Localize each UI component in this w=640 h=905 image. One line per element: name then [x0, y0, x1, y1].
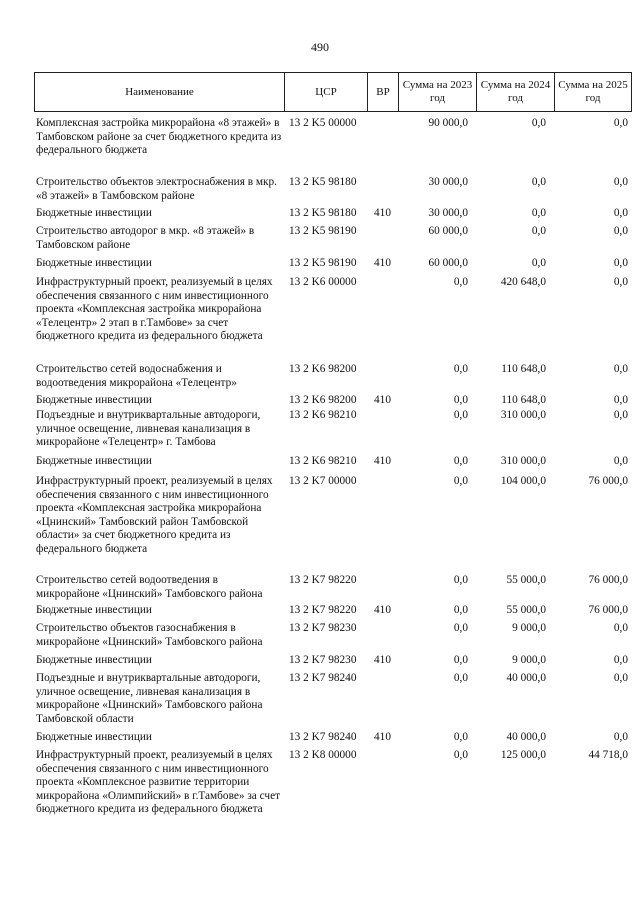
row-sum-2024: 40 000,0 [506, 672, 546, 684]
row-sum-2024: 110 648,0 [501, 394, 546, 406]
row-sum-2023: 0,0 [453, 654, 468, 666]
row-vr [367, 475, 398, 557]
row-sum-2023: 0,0 [453, 604, 468, 616]
row-sum-2023: 60 000,0 [428, 257, 468, 269]
row-name: Строительство объектов электроснабжения в мкр. «8 этажей» в Тамбовском районе [36, 176, 278, 202]
row-csr: 13 2 K6 98200 [289, 363, 357, 375]
header-sum-2024: Сумма на 2024 год [477, 73, 555, 111]
row-csr: 13 2 K7 98240 [289, 672, 357, 684]
row-sum-2023: 0,0 [453, 749, 468, 761]
table-row [34, 749, 632, 817]
row-sum-2023: 30 000,0 [428, 207, 468, 219]
row-sum-2025: 44 718,0 [588, 749, 628, 761]
row-sum-2024: 0,0 [531, 225, 546, 237]
row-name: Подъездные и внутриквартальные автодороги, уличное освещение, ливневая канализация в микрорайоне «Цнинский» Тамбовского района Тамбовской области [36, 672, 263, 725]
row-sum-2025: 0,0 [613, 117, 628, 129]
header-sum-2025: Сумма на 2025 год [558, 79, 628, 104]
row-csr: 13 2 K5 98190 [289, 257, 357, 269]
row-csr: 13 2 K7 98220 [289, 604, 357, 616]
row-sum-2025: 0,0 [613, 176, 628, 188]
row-sum-2025: 76 000,0 [588, 574, 628, 586]
row-vr [367, 363, 398, 390]
row-sum-2025: 0,0 [613, 672, 628, 684]
row-name: Бюджетные инвестиции [36, 394, 152, 406]
table-row [34, 475, 632, 557]
row-sum-2023: 0,0 [453, 394, 468, 406]
header-sum-2023: Сумма на 2023 год [399, 73, 477, 111]
row-name: Строительство объектов газоснабжения в микрорайоне «Цнинский» Тамбовского района [36, 622, 263, 648]
table-row [34, 455, 632, 469]
row-csr: 13 2 K7 98230 [289, 654, 357, 666]
row-sum-2023: 0,0 [453, 409, 468, 421]
row-sum-2025: 0,0 [613, 394, 628, 406]
row-csr: 13 2 K6 98200 [289, 394, 357, 406]
row-sum-2025: 0,0 [613, 225, 628, 237]
row-vr: 410 [374, 604, 391, 616]
row-name: Инфраструктурный проект, реализуемый в целях обеспечения связанного с ним инвестиционного проекта «Комплексное развитие территории микрорайона «Олимпийский» в г.Тамбове» за счет бюджетного кредита из федерального бюджета [36, 749, 281, 816]
table-row [34, 574, 632, 601]
row-sum-2023: 0,0 [453, 455, 468, 467]
row-csr: 13 2 K7 98230 [289, 622, 357, 634]
row-name: Бюджетные инвестиции [36, 257, 152, 269]
row-sum-2025: 0,0 [613, 363, 628, 375]
row-vr [367, 672, 398, 726]
row-csr: 13 2 K6 98210 [289, 409, 357, 421]
table-row [34, 207, 632, 221]
row-sum-2023: 90 000,0 [428, 117, 468, 129]
row-sum-2024: 0,0 [531, 176, 546, 188]
row-name: Инфраструктурный проект, реализуемый в целях обеспечения связанного с ним инвестиционного проекта «Комплексная застройка микрорайона «Цнинский» Тамбовский район Тамбовской области» за счет бюджетного кредита из федерального бюджета [36, 475, 273, 555]
row-sum-2025: 76 000,0 [588, 475, 628, 487]
table-row [34, 276, 632, 344]
row-sum-2023: 0,0 [453, 276, 468, 288]
row-csr: 13 2 K6 00000 [289, 276, 357, 288]
row-sum-2024: 9 000,0 [512, 654, 546, 666]
table-row [34, 363, 632, 390]
row-csr: 13 2 K5 00000 [289, 117, 357, 129]
table-row [34, 257, 632, 271]
row-vr [367, 409, 398, 450]
row-sum-2023: 60 000,0 [428, 225, 468, 237]
row-sum-2024: 40 000,0 [506, 731, 546, 743]
row-vr [367, 276, 398, 344]
row-name: Строительство сетей водоснабжения и водоотведения микрорайона «Телецентр» [36, 363, 237, 389]
row-vr [367, 622, 398, 649]
row-name: Бюджетные инвестиции [36, 731, 152, 743]
row-sum-2024: 55 000,0 [506, 604, 546, 616]
table-row [34, 672, 632, 726]
row-name: Строительство автодорог в мкр. «8 этажей» в Тамбовском районе [36, 225, 255, 251]
row-sum-2023: 0,0 [453, 672, 468, 684]
row-sum-2024: 0,0 [531, 117, 546, 129]
row-sum-2025: 0,0 [613, 455, 628, 467]
row-sum-2025: 0,0 [613, 276, 628, 288]
row-vr [367, 749, 398, 817]
row-sum-2024: 104 000,0 [500, 475, 546, 487]
row-vr: 410 [374, 257, 391, 269]
row-name: Бюджетные инвестиции [36, 654, 152, 666]
row-vr [367, 225, 398, 252]
row-sum-2025: 0,0 [613, 654, 628, 666]
row-sum-2024: 9 000,0 [512, 622, 546, 634]
row-sum-2025: 0,0 [613, 207, 628, 219]
row-sum-2024: 110 648,0 [501, 363, 546, 375]
row-vr [367, 117, 398, 158]
row-name: Комплексная застройка микрорайона «8 этажей» в Тамбовском районе за счет бюджетного кредита из федерального бюджета [36, 117, 282, 157]
row-name: Бюджетные инвестиции [36, 604, 152, 616]
row-name: Бюджетные инвестиции [36, 207, 152, 219]
header-name: Наименование [35, 73, 285, 111]
header-vr: ВР [368, 73, 399, 111]
row-name: Бюджетные инвестиции [36, 455, 152, 467]
header-csr: ЦСР [285, 73, 368, 111]
row-vr: 410 [374, 455, 391, 467]
row-sum-2023: 0,0 [453, 574, 468, 586]
row-sum-2024: 125 000,0 [500, 749, 546, 761]
row-sum-2025: 76 000,0 [588, 604, 628, 616]
row-csr: 13 2 K5 98190 [289, 225, 357, 237]
row-csr: 13 2 K5 98180 [289, 207, 357, 219]
row-sum-2025: 0,0 [613, 409, 628, 421]
row-sum-2023: 0,0 [453, 475, 468, 487]
row-csr: 13 2 K5 98180 [289, 176, 357, 188]
row-csr: 13 2 K6 98210 [289, 455, 357, 467]
row-sum-2023: 0,0 [453, 622, 468, 634]
row-sum-2023: 30 000,0 [428, 176, 468, 188]
table-row [34, 622, 632, 649]
row-sum-2024: 0,0 [531, 207, 546, 219]
row-csr: 13 2 K7 98220 [289, 574, 357, 586]
row-vr: 410 [374, 731, 391, 743]
row-sum-2023: 0,0 [453, 363, 468, 375]
table-row [34, 225, 632, 252]
table-row [34, 117, 632, 158]
row-vr: 410 [374, 207, 391, 219]
row-name: Инфраструктурный проект, реализуемый в целях обеспечения связанного с ним инвестиционного проекта «Комплексная застройка микрорайона «Телецентр» 2 этап в г.Тамбове» за счет бюджетного кредита из федерального бюджета [36, 276, 273, 343]
row-sum-2024: 55 000,0 [506, 574, 546, 586]
table-row [34, 731, 632, 745]
row-sum-2024: 420 648,0 [500, 276, 546, 288]
row-sum-2024: 0,0 [531, 257, 546, 269]
row-sum-2024: 310 000,0 [500, 409, 546, 421]
table-row [34, 394, 632, 408]
table-row [34, 604, 632, 618]
table-header [34, 72, 632, 112]
row-sum-2025: 0,0 [613, 731, 628, 743]
table-row [34, 176, 632, 203]
page-number: 490 [311, 40, 329, 54]
row-name: Строительство сетей водоотведения в микрорайоне «Цнинский» Тамбовского района [36, 574, 263, 600]
row-vr [367, 574, 398, 601]
row-csr: 13 2 K8 00000 [289, 749, 357, 761]
row-name: Подъездные и внутриквартальные автодороги, уличное освещение, ливневая канализация в микрорайоне «Телецентр» г. Тамбова [36, 409, 261, 449]
row-vr [367, 176, 398, 203]
row-csr: 13 2 K7 98240 [289, 731, 357, 743]
row-sum-2024: 310 000,0 [500, 455, 546, 467]
row-csr: 13 2 K7 00000 [289, 475, 357, 487]
table-row [34, 409, 632, 450]
row-vr: 410 [374, 394, 391, 406]
row-sum-2025: 0,0 [613, 257, 628, 269]
row-sum-2025: 0,0 [613, 622, 628, 634]
row-vr: 410 [374, 654, 391, 666]
table-row [34, 654, 632, 668]
row-sum-2023: 0,0 [453, 731, 468, 743]
